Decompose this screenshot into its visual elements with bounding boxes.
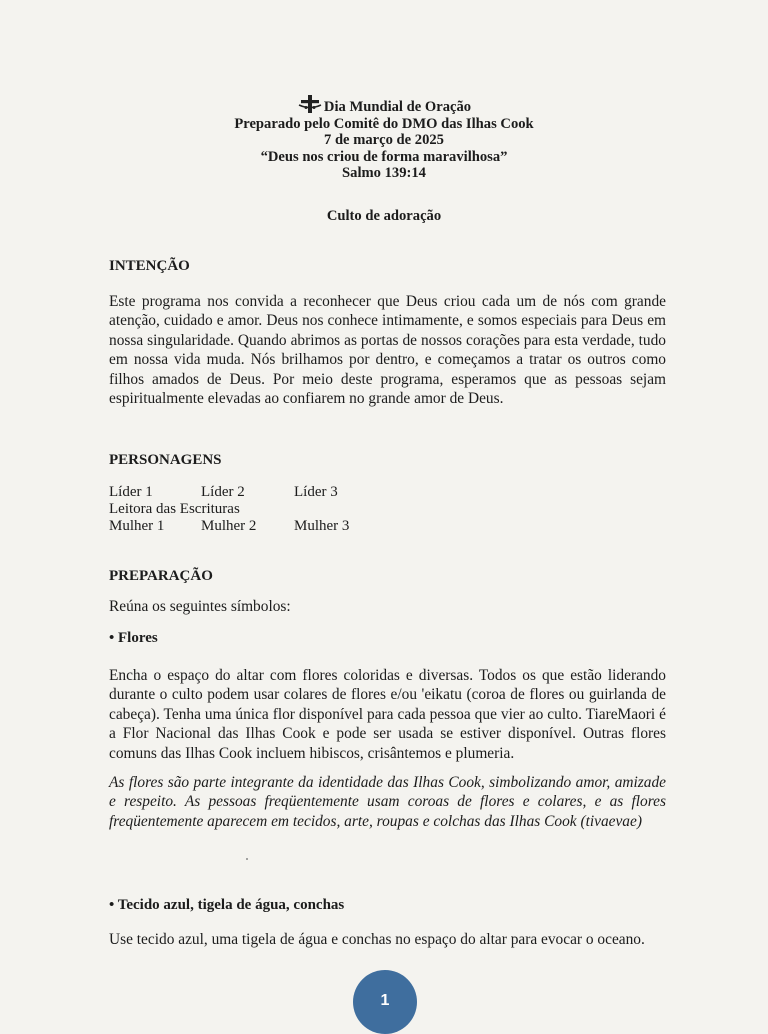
intencao-paragraph: Este programa nos convida a reconhecer que Deus criou cada um de nós com grande atenção, cuidado e amor. Deus nos conhece intimamente, e somos especiais para Deus em nossa singularidade. Quando abrimos as portas de nossos corações para esta verdade, tudo em nossa vida muda. Nós brilhamos por dentro, e começamos a tratar os outros como filhos amados de Deus. Por meio deste programa, esperamos que as pessoas sejam espiritualmente elevadas ao confiarem no grande amor de Deus. [109, 293, 666, 408]
document-header [0, 94, 768, 182]
wdp-cross-logo-icon [297, 94, 323, 114]
section-heading-preparacao: PREPARAÇÃO [109, 568, 213, 584]
character-leitora: Leitora das Escrituras [109, 501, 240, 517]
flores-italic-paragraph: As flores são parte integrante da identidade das Ilhas Cook, simbolizando amor, amizade e respeito. As pessoas freqüentemente usam coroas de flores e colares, e as flores freqüentemente aparecem em tecidos, arte, roupas e colchas das Ilhas Cook (tivaevae) [109, 774, 666, 830]
header-prepared-by: Preparado pelo Comitê do DMO das Ilhas Cook [234, 115, 534, 132]
bullet-flores: • Flores [109, 630, 158, 646]
bullet-tecido: • Tecido azul, tigela de água, conchas [109, 897, 345, 913]
section-heading-personagens: PERSONAGENS [109, 452, 222, 468]
character-mulher-1: Mulher 1 [109, 518, 165, 534]
scan-speck [246, 858, 248, 860]
character-lider-2: Líder 2 [201, 484, 245, 500]
section-heading-intencao: INTENÇÃO [109, 258, 190, 274]
characters-row-leaders [109, 484, 349, 501]
character-mulher-2: Mulher 2 [201, 518, 257, 534]
flores-paragraph: Encha o espaço do altar com flores coloridas e diversas. Todos os que estão liderando durante o culto podem usar colares de flores e/ou 'eikatu (coroa de flores ou guirlanda de cabeça). Tenha uma única flor disponível para cada pessoa que vier ao culto. TiareMaori é a Flor Nacional das Ilhas Cook e pode ser usada se estiver disponível. Outras flores comuns das Ilhas Cook incluem hibiscos, crisântemos e plumeria. [109, 667, 666, 762]
preparacao-intro: Reúna os seguintes símbolos: [109, 598, 291, 615]
page-number-badge: 1 [353, 970, 417, 1034]
characters-list [109, 484, 349, 535]
characters-row-reader [109, 501, 349, 518]
character-lider-3: Líder 3 [294, 484, 338, 500]
tecido-paragraph: Use tecido azul, uma tigela de água e conchas no espaço do altar para evocar o oceano. [109, 931, 645, 948]
characters-row-women [109, 518, 349, 535]
service-subtitle: Culto de adoração [326, 208, 442, 224]
header-theme: “Deus nos criou de forma maravilhosa” [260, 148, 508, 165]
header-title: Dia Mundial de Oração [323, 99, 472, 115]
header-title-line [0, 94, 768, 116]
header-date: 7 de março de 2025 [324, 132, 444, 148]
character-mulher-3: Mulher 3 [294, 518, 350, 534]
character-lider-1: Líder 1 [109, 484, 153, 500]
header-psalm: Salmo 139:14 [342, 165, 426, 181]
